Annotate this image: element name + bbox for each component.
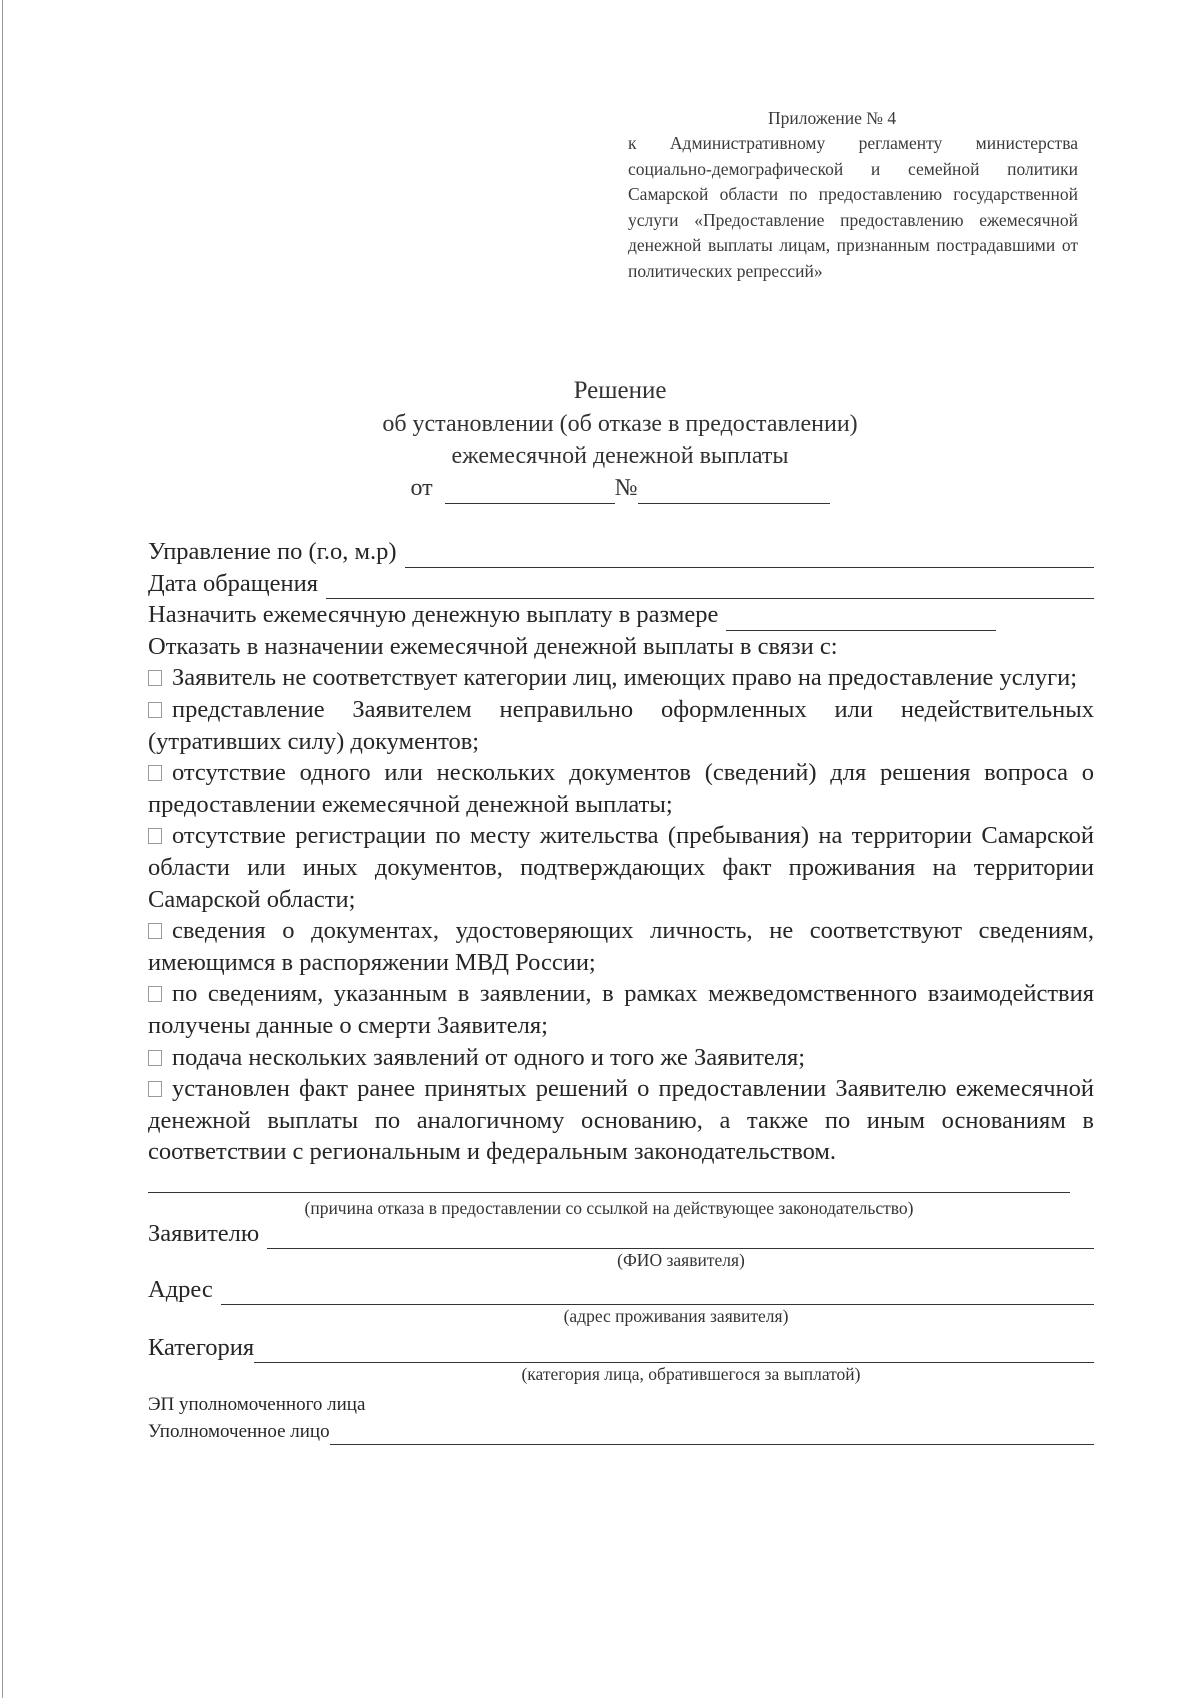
reason-item xyxy=(148,694,1094,757)
reason-blank[interactable] xyxy=(148,1180,1070,1193)
decision-title: Решение xyxy=(573,377,667,404)
reason-text: отсутствие регистрации по месту жительства (пребывания) на территории Самарской области или иных документов, подтверждающих факт проживания на территории Самарской области; xyxy=(148,822,1094,913)
assign-amount-blank[interactable] xyxy=(726,606,996,631)
department-label: Управление по (г.о, м.р) xyxy=(148,538,397,565)
address-line xyxy=(148,1275,1094,1305)
category-line xyxy=(148,1333,1094,1363)
appendix-body: к Административному регламенту министерства социально-демографической и семейной политики Самарской области по предоставлению государственной услуги «Предоставление предоставлению ежемесячной денежной выплаты лицам, признанным пострадавшими от политических репрессий» xyxy=(628,133,1078,281)
decision-subtitle: об установлении (об отказе в предоставлении) xyxy=(382,411,858,437)
reason-item xyxy=(148,662,1094,694)
department-blank[interactable] xyxy=(405,543,1094,568)
reason-text: по сведениям, указанным в заявлении, в рамках межведомственного взаимодействия получены данные о смерти Заявителя; xyxy=(148,980,1094,1039)
applicant-line xyxy=(148,1219,1094,1249)
reason-item xyxy=(148,1042,1094,1074)
reason-item xyxy=(148,915,1094,978)
checkbox[interactable] xyxy=(148,670,162,686)
applicant-label: Заявителю xyxy=(148,1219,260,1247)
applicant-blank[interactable] xyxy=(267,1226,1094,1249)
checkbox[interactable] xyxy=(148,986,162,1002)
category-caption: (категория лица, обратившегося за выплатой) xyxy=(521,1363,861,1384)
category-blank[interactable] xyxy=(254,1340,1094,1363)
assign-amount-label: Назначить ежемесячную денежную выплату в размере xyxy=(148,601,719,629)
authorized-line xyxy=(148,1418,1094,1445)
decision-subtitle-2: ежемесячной денежной выплаты xyxy=(451,443,789,469)
checkbox[interactable] xyxy=(148,765,162,781)
appendix-title: Приложение № 4 xyxy=(768,108,897,128)
checkbox[interactable] xyxy=(148,923,162,939)
checkbox[interactable] xyxy=(148,1081,162,1097)
checkbox[interactable] xyxy=(148,1050,162,1066)
date-blank[interactable] xyxy=(445,479,615,504)
reason-text: Заявитель не соответствует категории лиц, имеющих право на предоставление услуги; xyxy=(172,664,1078,692)
fio-caption: (ФИО заявителя) xyxy=(617,1249,745,1270)
document-body xyxy=(148,536,1094,1445)
reason-item xyxy=(148,1073,1094,1168)
refuse-intro: Отказать в назначении ежемесячной денежной выплаты в связи с: xyxy=(148,632,838,660)
checkbox[interactable] xyxy=(148,828,162,844)
department-line xyxy=(148,536,1094,568)
scan-edge xyxy=(2,0,3,1698)
reason-text: представление Заявителем неправильно оформленных или недействительных (утративших силу) документов; xyxy=(148,695,1094,755)
reason-text: установлен факт ранее принятых решений о предоставлении Заявителю ежемесячной денежной выплаты по аналогичному основанию, а также по иным основаниям в соответствии с региональным и федеральным законодательством. xyxy=(148,1075,1094,1166)
reason-text: сведения о документах, удостоверяющих личность, не соответствуют сведениям, имеющимся в распоряжении МВД России; xyxy=(148,917,1094,976)
from-label: от xyxy=(410,475,433,501)
appendix-header xyxy=(628,106,1078,284)
address-blank[interactable] xyxy=(221,1282,1094,1305)
reason-item xyxy=(148,978,1094,1041)
ep-label: ЭП уполномоченного лица xyxy=(148,1393,366,1415)
reason-item xyxy=(148,757,1094,820)
reason-item xyxy=(148,820,1094,915)
request-date-blank[interactable] xyxy=(326,574,1094,599)
reason-caption: (причина отказа в предоставлении со ссылкой на действующее законодательство) xyxy=(304,1197,914,1218)
address-caption: (адрес проживания заявителя) xyxy=(563,1305,789,1326)
number-blank[interactable] xyxy=(638,479,830,504)
decision-date-number-line xyxy=(300,472,940,504)
category-label: Категория xyxy=(148,1333,255,1361)
number-label: № xyxy=(614,475,638,501)
address-label: Адрес xyxy=(148,1275,213,1303)
assign-amount-line xyxy=(148,599,1094,631)
request-date-label: Дата обращения xyxy=(148,569,319,597)
authorized-label: Уполномоченное лицо xyxy=(148,1420,330,1442)
reason-text: отсутствие одного или нескольких документов (сведений) для решения вопроса о предоставлении ежемесячной денежной выплаты; xyxy=(148,759,1094,818)
request-date-line xyxy=(148,568,1094,600)
checkbox[interactable] xyxy=(148,702,162,718)
authorized-blank[interactable] xyxy=(330,1426,1094,1445)
reason-text: подача нескольких заявлений от одного и того же Заявителя; xyxy=(172,1043,806,1071)
ep-line xyxy=(148,1391,1094,1418)
decision-title-block xyxy=(300,374,940,504)
